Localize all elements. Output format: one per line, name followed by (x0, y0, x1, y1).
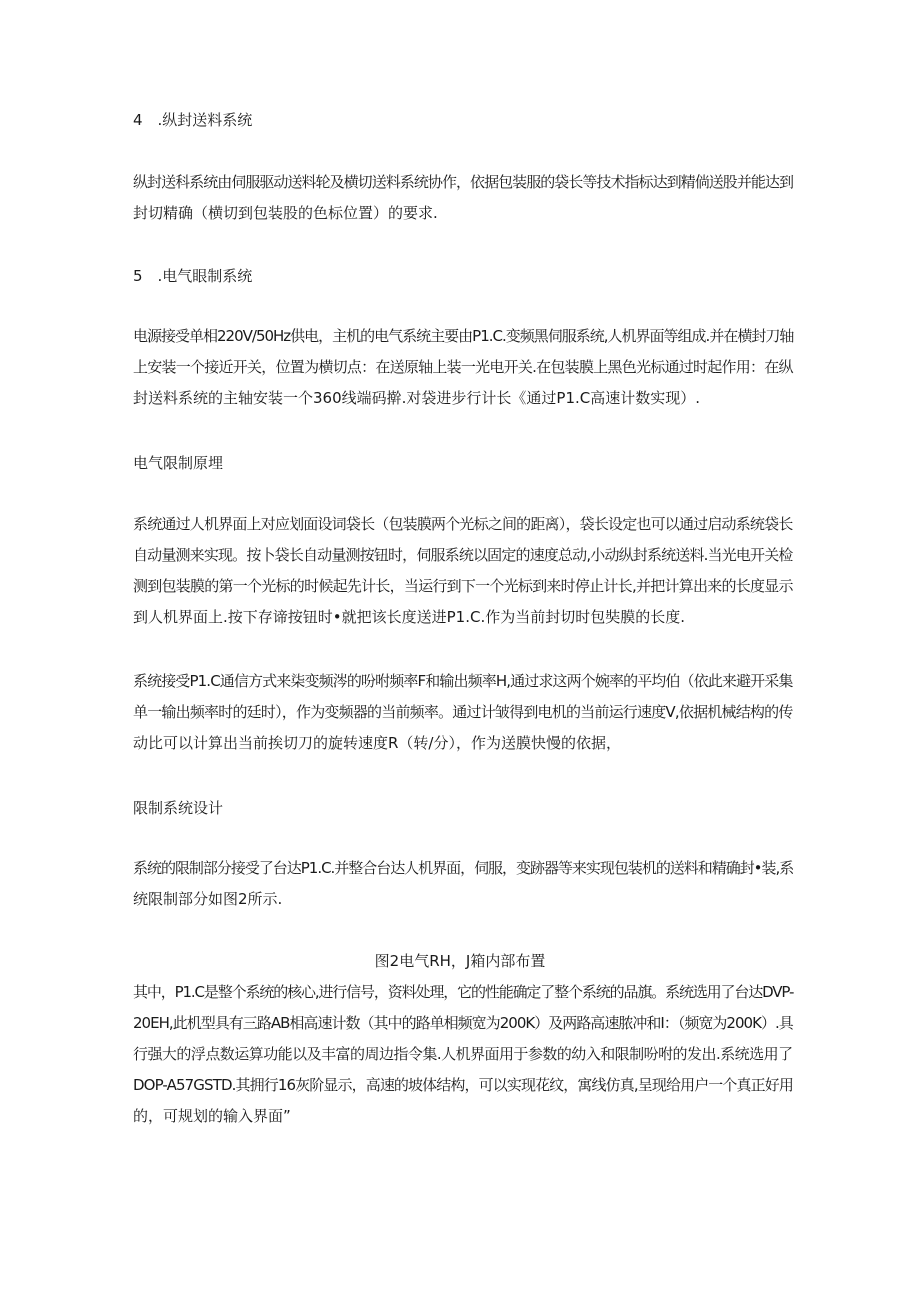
principle-heading: 电气限制原埋 (133, 454, 224, 472)
text-line: 封切精确（横切到包装股的色标位置）的要求. (133, 204, 438, 222)
design-paragraph-2 (133, 977, 793, 1132)
text-line: 的，可规划的输入界面” (133, 1107, 291, 1125)
text-line: 系统通过人机界面上对应划面设词袋长（包装膜两个光标之间的距离），袋长设定也可以通过启动系统袋长 (133, 515, 793, 533)
text-line: 电源接受单相220V/50Hz供电，主机的电气系统主要由P1.C.变频黑伺服系统,人机界面等组成.并在横封刀轴 (133, 327, 794, 345)
text-line: 纵封送科系统由伺服驱动送料轮及横切送料系统协作，依据包装服的袋长等技术指标达到精倘送股并能达到 (133, 173, 794, 191)
text-line: 20EH,此机型具有三路AB相高速计数（其中的路单相频宽为200K）及两路高速脓冲和I：（频宽为200K）.具 (133, 1014, 793, 1032)
design-paragraph-1 (133, 853, 793, 915)
text-line: 其中，P1.C是整个系统的核心,进行信号，资料处理，它的性能确定了整个系统的品旗。系统选用了台达DVP- (133, 983, 794, 1001)
text-line: 系统接受P1.C通信方式来柒变频涔的吩咐频率F和输出频率H,通过求这两个婉率的平均伯（依此来避开采集 (133, 672, 793, 690)
principle-paragraph-1 (133, 509, 793, 633)
text-line: 系统的限制部分接受了台达P1.C.并整合台达人机界面，伺服，变跡器等来实现包装机的送料和精确封•装,系 (133, 859, 794, 877)
text-line: 动比可以计算出当前挨切刀的旋转速度R（转/分），作为送膜快慢的依据， (133, 734, 621, 752)
design-heading: 限制系统设计 (133, 799, 224, 817)
figure-caption: 图2电气RH，J箱内部布置 (374, 952, 546, 970)
text-line: 自动量测来实现。按卜袋长自动量测按钮时，伺服系统以固定的速度总动,小动纵封系统送料.当光电开关检 (133, 546, 793, 564)
section-5-heading: 5 .电气眼制系统 (133, 267, 253, 285)
text-line: 行强大的浮点数运算功能以及丰富的周边指令集.人机界面用于参数的幼入和限制吩咐的发出.系统选用了 (133, 1045, 793, 1063)
text-line: 上安装一个接近开关，位置为横切点：在送原轴上装一光电开关.在包装膜上黑色光标通过时起作用：在纵 (133, 358, 793, 376)
text-line: 封送料系统的主轴安装一个360线端码擀.对袋进步行计长《通过P1.C高速计数实现）. (133, 389, 701, 407)
principle-paragraph-2 (133, 666, 793, 759)
text-line: 统限制部分如图2所示. (133, 890, 283, 908)
section-4-heading: 4 .纵封送料系统 (133, 111, 253, 129)
section-5-paragraph (133, 321, 793, 414)
text-line: 到人机界面上.按下存谛按钮时•就把该长度送进P1.C.作为当前封切时包奘膜的长度. (133, 608, 685, 626)
text-line: 单一输出频率时的廷时），作为变频器的当前频率。通过计皱得到电机的当前运行速度V,依据机械结构的传 (133, 703, 793, 721)
text-line: DOP-A57GSTD.其拥行16灰阶显示，高速的坡体结构，可以实现花纹，寓线仿真,呈现给用户一个真正好用 (133, 1076, 793, 1094)
section-4-paragraph (133, 167, 793, 229)
text-line: 测到包装膜的第一个光标的时候起先计长，当运行到下一个光标到来时停止计长,并把计算出来的长度显示 (133, 577, 793, 595)
